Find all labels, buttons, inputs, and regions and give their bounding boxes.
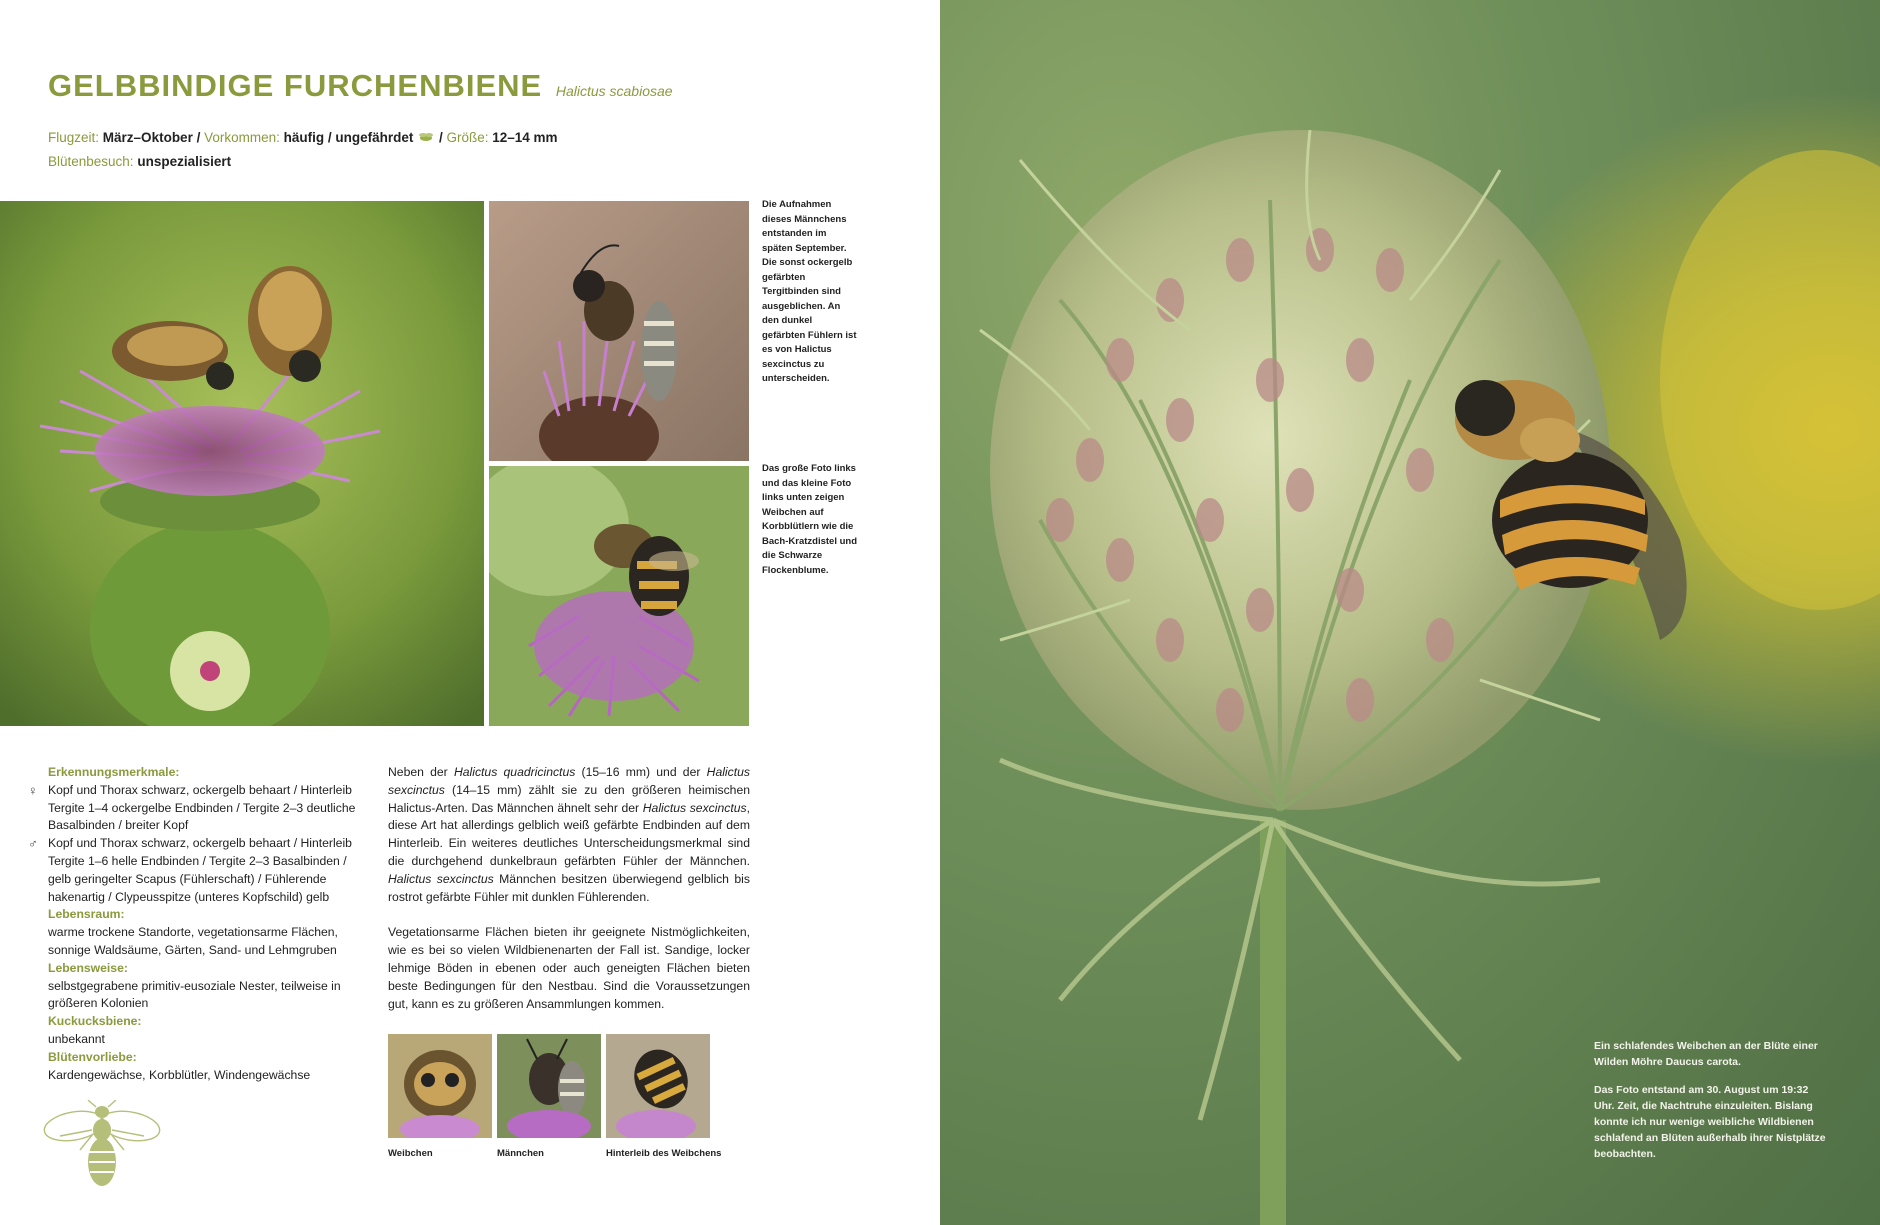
vorkommen-value: häufig / ungefährdet <box>283 130 414 145</box>
meta-separator: / <box>438 130 443 145</box>
caption-male-photos: Die Aufnahmen dieses Männchens entstanden im späten September. Die sonst ockergelb gefärbten Tergitbinden sind ausgeblichen. An den dunkel gefärbten Fühlern ist es von Halictus sexcinctus zu unterscheiden. <box>762 199 857 384</box>
species-latin-name: Halictus scabiosae <box>555 83 673 99</box>
features-section <box>28 764 368 1084</box>
text-run: Neben der <box>388 765 454 779</box>
text-run-italic: Halictus sexcinctus <box>388 765 750 797</box>
thumb-caption-weibchen: Weibchen <box>388 1148 433 1159</box>
text-run-italic: Halictus quadricinctus <box>453 765 576 779</box>
thumb-caption-hinterleib: Hinterleib des Weibchens <box>606 1148 722 1159</box>
flugzeit-label: Flugzeit: <box>48 130 100 145</box>
photo-bees-on-thistle <box>0 201 484 726</box>
flugzeit-value: März–Oktober <box>102 130 193 145</box>
female-features-text: Kopf und Thorax schwarz, ockergelb behaart / Hinterleib Tergite 1–4 ockergelbe Endbinden / Tergite 2–3 deutliche Basalbinden / breiter Kopf <box>48 782 356 833</box>
species-common-name: GELBBINDIGE FURCHENBIENE <box>48 68 543 103</box>
bluetenvorliebe-text: Kardengewächse, Korbblütler, Windengewächse <box>48 1067 311 1082</box>
photo-male-on-flower <box>489 201 749 461</box>
lebensweise-text: selbstgegrabene primitiv-eusoziale Nester, teilweise in größeren Kolonien <box>48 978 341 1011</box>
text-run-italic: Halictus sexcinctus <box>388 871 494 886</box>
heading-lebensweise: Lebensweise: <box>48 960 128 975</box>
female-features <box>28 782 368 835</box>
bluetenbesuch-label: Blütenbesuch: <box>48 154 134 169</box>
text-run-italic: Halictus sexcinctus <box>642 800 747 815</box>
thumb-caption-maennchen: Männchen <box>497 1148 544 1159</box>
photo-caption <box>1594 1038 1826 1174</box>
heading-kuckucksbiene: Kuckucksbiene: <box>48 1014 142 1029</box>
right-page-photo <box>940 0 1880 1225</box>
meta-line-1 <box>48 130 558 145</box>
groesse-value: 12–14 mm <box>492 130 558 145</box>
body-paragraph-1 <box>388 764 750 906</box>
meta-separator: / <box>196 130 201 145</box>
body-paragraph-2: Vegetationsarme Flächen bieten ihr geeignete Nistmöglichkeiten, wie es bei so vielen Wildbienenarten der Fall ist. Sandige, locker lehmige Böden in ebenen oder auch geneigten Flächen bieten beste Bedingungen für den Nestbau. Sind die Voraussetzungen gut, kann es zu größeren Ansammlungen kommen. <box>388 925 750 1011</box>
kuckucksbiene-text: unbekannt <box>48 1031 105 1046</box>
heading-lebensraum: Lebensraum: <box>48 907 125 922</box>
bee-outline-icon <box>40 1100 164 1192</box>
meta-line-2 <box>48 154 231 169</box>
thumb-hinterleib <box>606 1034 710 1138</box>
male-features <box>28 835 368 906</box>
thumb-weibchen <box>388 1034 492 1138</box>
text-run: , diese Art hat allerdings gelblich weiß gefärbte Endbinden auf dem Hinterleib. Ein weiteres deutliches Unterscheidungsmerkmal sind die durchgehend dunkelbraun gefärbten Fühler der Männchen. <box>388 800 750 868</box>
species-title <box>48 68 673 104</box>
lebensraum-text: warme trockene Standorte, vegetationsarme Flächen, sonnige Waldsäume, Gärten, Sand- und Lehmgruben <box>48 925 338 957</box>
photo-caption-p1: Ein schlafendes Weibchen an der Blüte einer Wilden Möhre Daucus carota. <box>1594 1040 1818 1068</box>
male-features-text: Kopf und Thorax schwarz, ockergelb behaart / Hinterleib Tergite 1–6 helle Endbinden / Tergite 2–3 Basalbinden / gelb geringelter Scapus (Fühlerschaft) / Fühlerende hakenartig / Clypeusspitze (unteres Kopfschild) gelb <box>48 836 352 904</box>
status-bee-icon <box>417 132 435 144</box>
caption-female-photos: Das große Foto links und das kleine Foto links unten zeigen Weibchen auf Korbblütlern wie die Bach-Kratzdistel und die Schwarze Flockenblume. <box>762 463 858 576</box>
photo-caption-p2: Das Foto entstand am 30. August um 19:32 Uhr. Zeit, die Nachtruhe einzuleiten. Bislang konnte ich nur wenige weibliche Wildbienen schlafend an Blüten außerhalb ihrer Nistplätze beobachten. <box>1594 1084 1826 1160</box>
heading-erkennungsmerkmale: Erkennungsmerkmale: <box>48 765 180 779</box>
thumb-maennchen <box>497 1034 601 1138</box>
heading-bluetenvorliebe: Blütenvorliebe: <box>48 1049 137 1064</box>
female-symbol-icon: ♀ <box>28 782 38 798</box>
photo-female-on-thistle <box>489 466 749 726</box>
text-run: Männchen besitzen überwiegend gelblich bis rostrot gefärbte Fühler mit dunklen Fühlerenden. <box>388 871 750 904</box>
groesse-label: Größe: <box>446 130 489 145</box>
vorkommen-label: Vorkommen: <box>204 130 280 145</box>
bluetenbesuch-value: unspezialisiert <box>137 154 232 169</box>
text-run: (15–16 mm) und der <box>575 765 707 779</box>
male-symbol-icon: ♂ <box>28 836 38 852</box>
text-run: (14–15 mm) zählt sie zu den größeren heimischen Halictus-Arten. Das Männchen ähnelt sehr der <box>388 782 750 815</box>
body-text <box>388 764 750 1031</box>
